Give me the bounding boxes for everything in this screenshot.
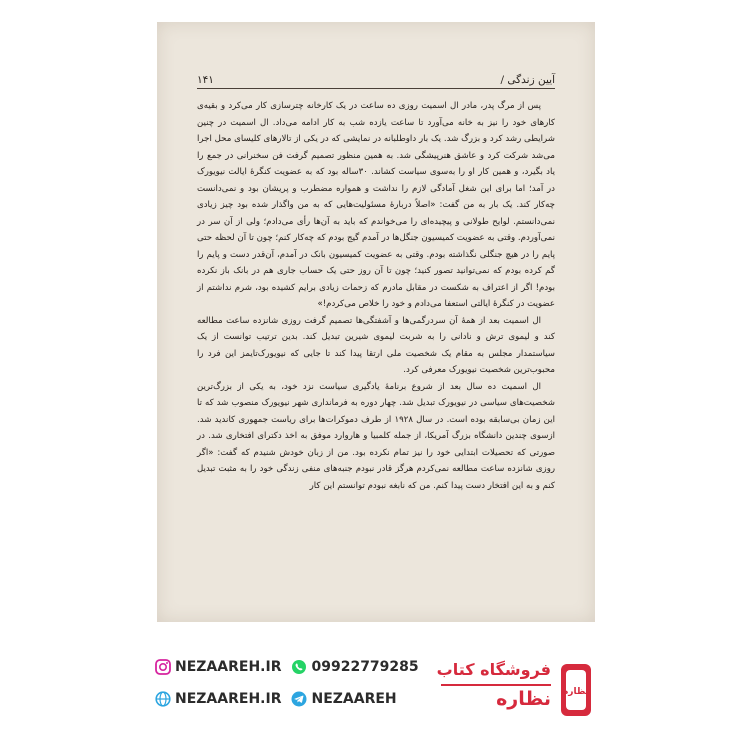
store-footer bbox=[155, 652, 595, 732]
contact-row-top bbox=[155, 656, 429, 678]
paragraph-3: ال اسمیت ده سال بعد از شروع برنامهٔ یادگیری سیاست نزد خود، به یکی از بزرگ‌ترین شخصیت‌های سیاسی در نیویورک تبدیل شد. چهار دوره به فرمانداری شهر نیویورک منصوب شد که تا این زمان بی‌سابقه بوده است. در سال ۱۹۲۸ از طرف دموکرات‌ها برای ریاست جمهوری کاندید شد. ازسوی چندین دانشگاه بزرگ آمریکا، از جمله کلمبیا و هاروارد موفق به اخذ دکترای افتخاری شد. در صورتی که تحصیلات ابتدایی خود را نیز تمام نکرده بود. من از زبان خودش شنیدم که گفت: «اگر روزی شانزده ساعت مطالعه نمی‌کردم هرگز قادر نبودم جنبه‌های منفی زندگی خود را به مثبت تبدیل کنم و به این افتخار دست پیدا کنم. من که نابغه نبودم توانستم این کار bbox=[197, 381, 555, 491]
body-text bbox=[197, 98, 555, 494]
website-link[interactable]: NEZAAREH.IR bbox=[175, 691, 282, 707]
paragraph-2: ال اسمیت بعد از همهٔ آن سردرگمی‌ها و آشفتگی‌ها تصمیم گرفت روزی شانزده ساعت مطالعه کند و لیموی ترش و نادانی را به شربت لیموی شیرین تبدیل کند. بدین ترتیب توانست از یک سیاستمدار مجلس به مقام یک شخصیت ملی ارتقا پیدا کند تا جایی که نیویورک‌تایمز این فرد را محبوب‌ترین شخصیت نیویورک معرفی کرد. bbox=[197, 315, 555, 375]
globe-icon bbox=[155, 691, 171, 707]
telegram-icon bbox=[291, 691, 307, 707]
brand-divider bbox=[441, 684, 551, 686]
page-number: ۱۴۱ bbox=[197, 74, 214, 86]
brand-name: فروشگاه کتاب bbox=[436, 660, 551, 679]
running-head: آیین زندگی / bbox=[500, 74, 555, 86]
brand-subtitle: نظاره bbox=[496, 688, 551, 710]
instagram-icon bbox=[155, 659, 171, 675]
paragraph-1: پس از مرگ پدر، مادر ال اسمیت روزی ده ساعت در یک کارخانه چترسازی کار می‌کرد و بقیه‌ی کارهای خود را نیز به خانه می‌آورد تا ساعت یازده شب به کار ادامه می‌داد. ال اسمیت در چنین شرایطی رشد کرد و بزرگ شد. یک بار داوطلبانه در نمایشی که در یکی از تالارهای کلیسای محل اجرا می‌شد شرکت کرد و عاشق هنرپیشگی شد. به همین منظور تصمیم گرفت فن سخنرانی در جمع را یاد بگیرد، و همین کار او را به‌سوی سیاست کشاند. ۳۰ساله بود که به عضویت کنگرهٔ ایالت نیویورک در آمد؛ اما برای این شغل آمادگی لازم را نداشت و همواره مضطرب و پریشان بود و نمی‌دانست چه‌کار کند. یک بار به من گفت: «اصلاً دربارهٔ مسئولیت‌هایی که به من واگذار شده بود چیز زیادی نمی‌دانستم. لوایح طولانی و پیچیده‌ای را می‌خواندم که باید به آن‌ها رأی می‌دادم؛ ولی از آن سر در نمی‌آوردم. وقتی به عضویت کمیسیون جنگل‌ها در آمدم گیج بودم که چه‌کار کنم؛ چون تا آن لحظه حتی پایم را در هیچ جنگلی نگذاشته بودم. وقتی به عضویت کمیسیون بانک در آمدم، آن‌قدر دست و پایم را گم کرده بودم که نمی‌توانید تصور کنید؛ چون تا آن روز حتی یک حساب جاری هم در بانک باز نکرده بودم! اگر از اعتراف به شکست در مقابل مادرم که زحمات زیادی برایم کشیده بود، شرم نداشتم از عضویت در کنگرهٔ ایالتی استعفا می‌دادم و خود را خلاص می‌کردم!» bbox=[197, 101, 555, 309]
store-brand bbox=[395, 652, 595, 732]
book-page bbox=[157, 22, 595, 622]
brand-logo-mark: نظاره bbox=[562, 687, 590, 697]
website-link-instagram[interactable]: NEZAAREH.IR bbox=[175, 659, 282, 675]
contact-row-bottom bbox=[155, 688, 407, 710]
page-header bbox=[197, 70, 555, 89]
brand-logo bbox=[557, 658, 595, 722]
whatsapp-icon bbox=[291, 659, 307, 675]
telegram-handle[interactable]: NEZAAREH bbox=[311, 691, 397, 707]
phone-number[interactable]: 09922779285 bbox=[311, 659, 419, 675]
